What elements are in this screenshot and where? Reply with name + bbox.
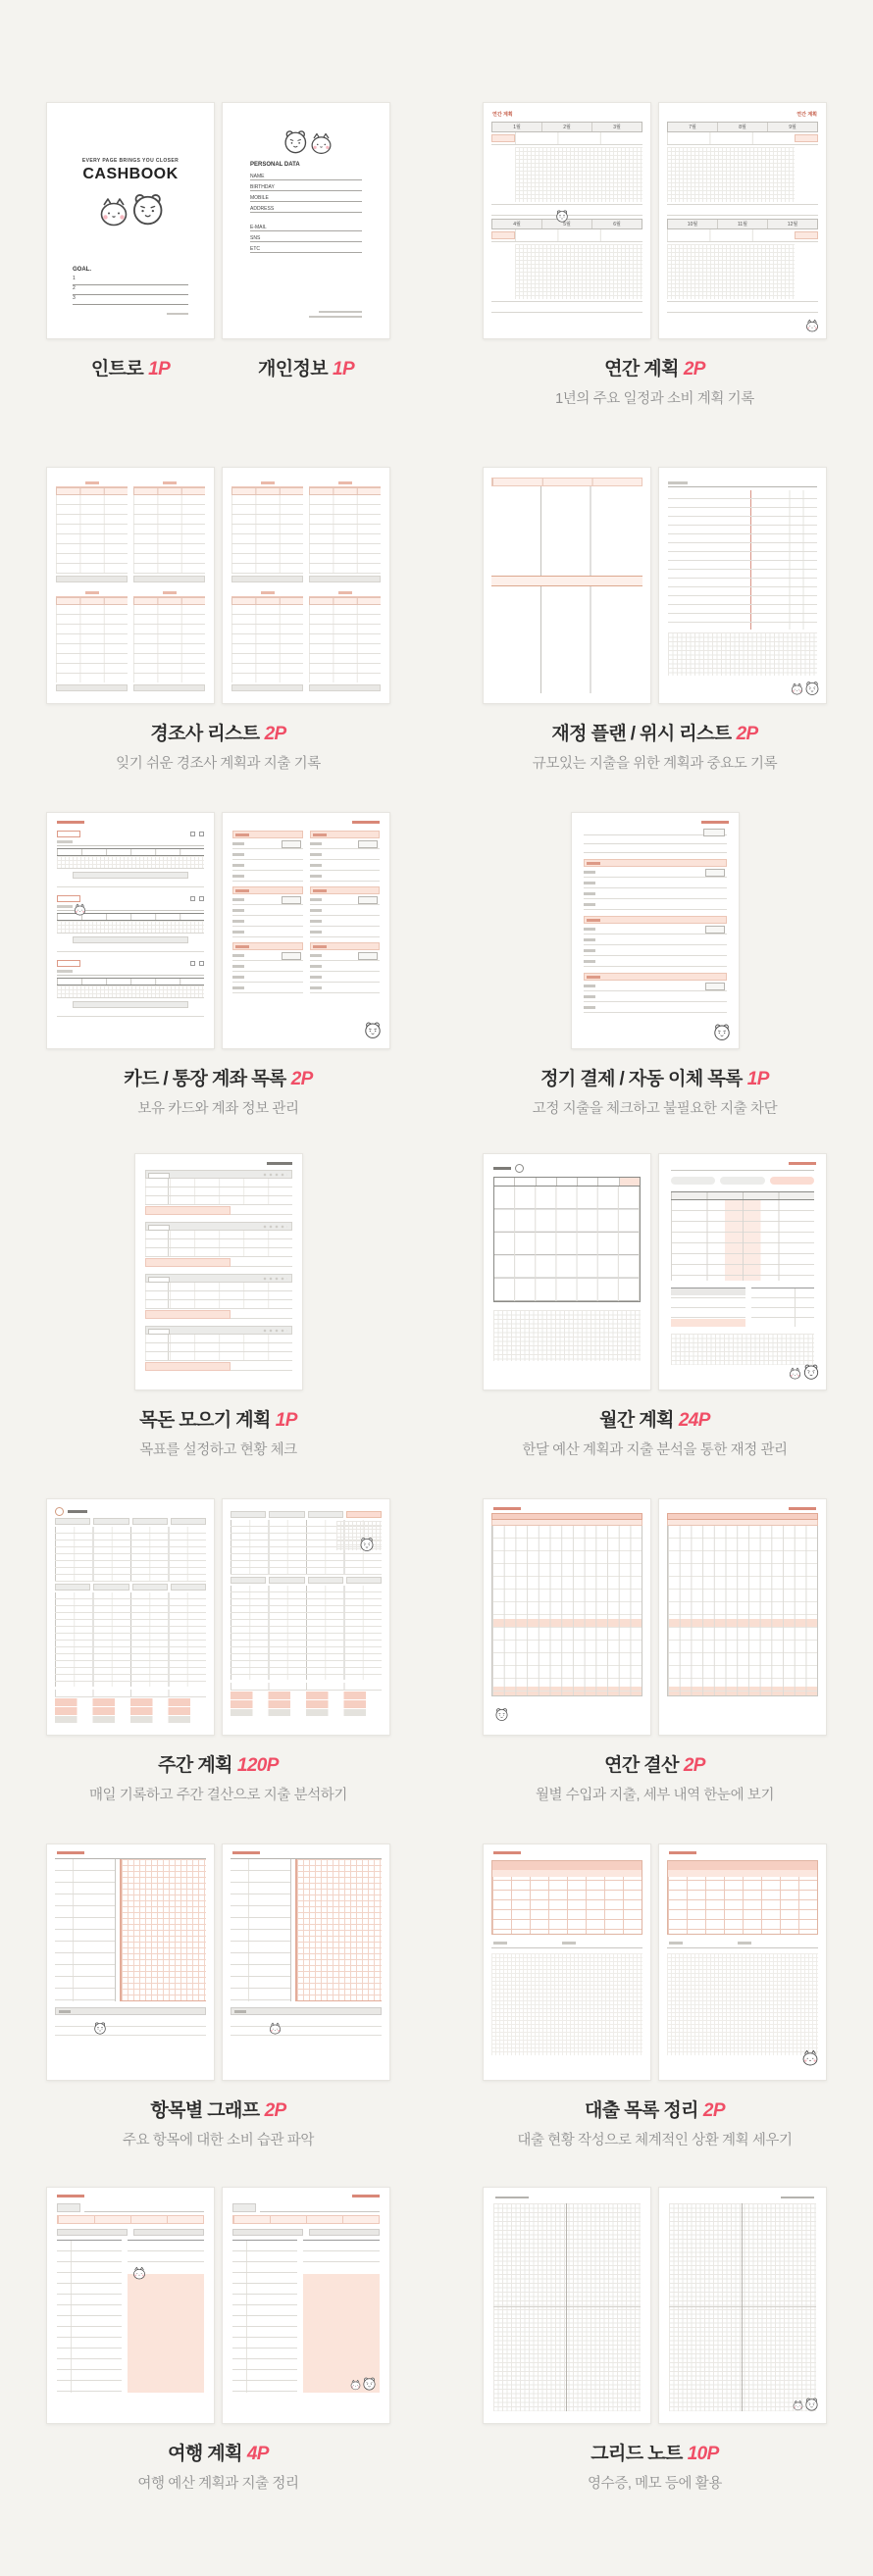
yearly-header-text: 연간 계획 (492, 112, 513, 118)
yearly-plan-page-left (483, 102, 651, 339)
financial-plan-page (483, 467, 651, 704)
page-count: 1P (275, 1410, 297, 1431)
card-title-text: 경조사 리스트 (150, 724, 260, 744)
card-subtitle: 목표를 설정하고 현황 체크 (139, 1442, 297, 1458)
wishlist-page (658, 467, 827, 704)
row-3 (0, 812, 873, 1118)
card-title-loan (585, 2096, 725, 2122)
card-title-text: 여행 계획 (168, 2444, 242, 2464)
annual-summary-page-right (658, 1498, 827, 1736)
grid-note-thumbnails (483, 2187, 827, 2424)
loan-list-page-1 (483, 1844, 651, 2081)
monthly-detail-page (658, 1153, 827, 1390)
bear-icon (361, 2376, 378, 2391)
card-title-gridnote (591, 2439, 718, 2465)
card-account-list-card (0, 812, 436, 1118)
page-count: 1P (148, 359, 171, 379)
monthly-plan-card (436, 1153, 873, 1459)
card-title-text: 목돈 모으기 계획 (139, 1410, 271, 1431)
page-count: 2P (683, 359, 705, 379)
card-title-yearly (604, 354, 705, 380)
yearly-q3-section: 7월 8월 9월 (667, 122, 818, 216)
card-subtitle: 잊기 쉬운 경조사 계획과 지출 기록 (116, 756, 321, 772)
intro-characters-illustration (92, 189, 169, 228)
card-subtitle: 주요 항목에 대한 소비 습관 파악 (122, 2133, 315, 2148)
card-title-text: 재정 플랜 / 위시 리스트 (551, 724, 732, 744)
field-sns: SNS (250, 231, 362, 242)
intro-card (46, 102, 215, 380)
card-title-intro (91, 354, 170, 380)
card-title-subscription (540, 1064, 769, 1090)
annual-summary-card (436, 1498, 873, 1804)
cat-icon (800, 2049, 820, 2066)
cat-icon (268, 2022, 282, 2035)
goal-line-1: 1 (73, 276, 188, 285)
financial-plan-wishlist-card (436, 467, 873, 773)
yearly-plan-page-right (658, 102, 827, 339)
personal-data-title: PERSONAL DATA (250, 162, 300, 168)
intro-page-thumbnail (46, 102, 215, 339)
card-title-text: 연간 결산 (604, 1755, 679, 1776)
page-count: 2P (683, 1755, 705, 1776)
card-title-text: 대출 목록 정리 (585, 2100, 698, 2121)
card-title-text: 그리드 노트 (591, 2444, 683, 2464)
row-1 (0, 102, 873, 408)
card-title-text: 카드 / 통장 계좌 목록 (124, 1069, 286, 1089)
card-subtitle: 한달 예산 계획과 지출 분석을 통한 재정 관리 (522, 1442, 788, 1458)
weekly-plan-thumbnails (46, 1498, 390, 1736)
card-title-annual (604, 1750, 705, 1777)
personal-page-thumbnail (222, 102, 390, 339)
card-title-events (150, 719, 285, 745)
card-title-cards (124, 1064, 312, 1090)
savings-page (134, 1153, 303, 1390)
card-subtitle: 영수증, 메모 등에 활용 (588, 2476, 722, 2492)
loan-list-card (436, 1844, 873, 2149)
travel-plan-thumbnails (46, 2187, 390, 2424)
yearly-header-text: 연간 계획 (796, 112, 817, 118)
travel-plan-card (0, 2187, 436, 2493)
cat-icon (131, 2266, 147, 2280)
page-count: 4P (246, 2444, 269, 2464)
grid-note-page-1 (483, 2187, 651, 2424)
card-title-personal (258, 354, 354, 380)
monthly-plan-thumbnails (483, 1153, 827, 1390)
category-graph-thumbnails (46, 1844, 390, 2081)
travel-plan-page-1 (46, 2187, 215, 2424)
row-7 (0, 2187, 873, 2493)
yearly-plan-card (436, 102, 873, 408)
goal-line-3: 3 (73, 295, 188, 305)
personal-footer-mark (319, 311, 362, 313)
travel-plan-page-2 (222, 2187, 390, 2424)
bear-icon (554, 209, 570, 223)
weekly-plan-page-left (46, 1498, 215, 1736)
bear-icon (801, 1363, 821, 1380)
field-email: E-MAIL (250, 221, 362, 231)
account-list-page (222, 812, 390, 1049)
card-title-text: 인트로 (90, 359, 144, 379)
cashbook-logo: CASHBOOK (82, 166, 179, 182)
loan-list-thumbnails (483, 1844, 827, 2081)
row-5 (0, 1498, 873, 1804)
page-count: 2P (736, 724, 758, 744)
page-count: 2P (290, 1069, 313, 1089)
card-subtitle: 대출 현황 작성으로 체계적인 상환 계획 세우기 (517, 2133, 793, 2148)
card-title-finplan (551, 719, 757, 745)
family-events-thumbnails (46, 467, 390, 704)
card-title-text: 연간 계획 (604, 359, 679, 379)
card-title-text: 개인정보 (257, 359, 328, 379)
monthly-calendar-page (483, 1153, 651, 1390)
page-count: 1P (746, 1069, 769, 1089)
row-4 (0, 1153, 873, 1459)
card-subtitle: 월별 수입과 지출, 세부 내역 한눈에 보기 (535, 1788, 775, 1803)
weekly-plan-card (0, 1498, 436, 1804)
field-birthday: BIRTHDAY (250, 180, 362, 191)
bear-icon (358, 1537, 376, 1551)
page-count: 24P (678, 1410, 710, 1431)
page-count: 2P (264, 724, 286, 744)
bear-icon (493, 1707, 510, 1721)
goal-line-2: 2 (73, 285, 188, 295)
card-title-text: 월간 계획 (599, 1410, 674, 1431)
cat-icon (790, 682, 804, 695)
page-count: 2P (702, 2100, 725, 2121)
weekly-plan-page-right (222, 1498, 390, 1736)
cat-icon (73, 903, 87, 916)
loan-list-page-2 (658, 1844, 827, 2081)
card-list-page (46, 812, 215, 1049)
cat-icon (804, 319, 820, 332)
card-subtitle: 보유 카드와 계좌 정보 관리 (137, 1101, 299, 1117)
bear-icon (803, 2397, 820, 2411)
annual-summary-thumbnails (483, 1498, 827, 1736)
page-count: 120P (236, 1755, 279, 1776)
yearly-plan-thumbnails (483, 102, 827, 339)
intro-footer-mark (167, 313, 188, 315)
field-address: ADDRESS (250, 202, 362, 213)
card-title-monthly (599, 1405, 710, 1432)
page-count: 2P (264, 2100, 286, 2121)
cat-icon (788, 1367, 802, 1380)
category-graph-page-2 (222, 1844, 390, 2081)
family-events-page-1 (46, 467, 215, 704)
family-events-page-2 (222, 467, 390, 704)
card-subtitle: 규모있는 지출을 위한 계획과 중요도 기록 (532, 756, 778, 772)
bear-icon (803, 681, 821, 695)
card-subtitle: 여행 예산 계획과 지출 정리 (137, 2476, 299, 2492)
card-title-travel (168, 2439, 269, 2465)
row-6 (0, 1844, 873, 2149)
card-account-thumbnails (46, 812, 390, 1049)
savings-goal-card (0, 1153, 436, 1459)
family-events-card (0, 467, 436, 773)
field-name: NAME (250, 170, 362, 180)
annual-summary-page-left (483, 1498, 651, 1736)
yearly-q2-section: 4월 5월 6월 (491, 219, 642, 313)
row-2 (0, 467, 873, 773)
goal-label: GOAL. (73, 267, 91, 273)
card-title-text: 항목별 그래프 (150, 2100, 260, 2121)
bear-icon (362, 1021, 384, 1038)
intro-tagline: EVERY PAGE BRINGS YOU CLOSER (81, 158, 180, 164)
page-count: 1P (332, 359, 355, 379)
grid-note-card (436, 2187, 873, 2493)
card-title-weekly (158, 1750, 279, 1777)
category-graph-page-1 (46, 1844, 215, 2081)
savings-thumbnail (134, 1153, 303, 1390)
personal-info-card (222, 102, 390, 380)
financial-plan-thumbnails (483, 467, 827, 704)
card-subtitle: 매일 기록하고 주간 결산으로 지출 분석하기 (88, 1788, 348, 1803)
subscription-autopay-card (436, 812, 873, 1118)
card-title-graph (150, 2096, 285, 2122)
subscription-page (571, 812, 740, 1049)
field-mobile: MOBILE (250, 191, 362, 202)
grid-note-page-2 (658, 2187, 827, 2424)
field-etc: ETC (250, 242, 362, 253)
bear-icon (92, 2021, 108, 2035)
personal-characters-illustration (279, 128, 334, 158)
yearly-q4-section: 10월 11월 12월 (667, 219, 818, 313)
bear-icon (711, 1023, 733, 1040)
yearly-q1-section: 1월 2월 3월 (491, 122, 642, 216)
page-count: 10P (687, 2444, 719, 2464)
category-graph-card (0, 1844, 436, 2149)
card-title-text: 주간 계획 (158, 1755, 232, 1776)
subscription-thumbnail (571, 812, 740, 1049)
col-intro-personal (0, 102, 436, 408)
card-subtitle: 1년의 주요 일정과 소비 계획 기록 (555, 391, 754, 407)
card-title-savings (139, 1405, 297, 1432)
card-subtitle: 고정 지출을 체크하고 불필요한 지출 차단 (532, 1101, 778, 1117)
goal-section (73, 267, 188, 305)
card-title-text: 정기 결제 / 자동 이체 목록 (540, 1069, 743, 1089)
